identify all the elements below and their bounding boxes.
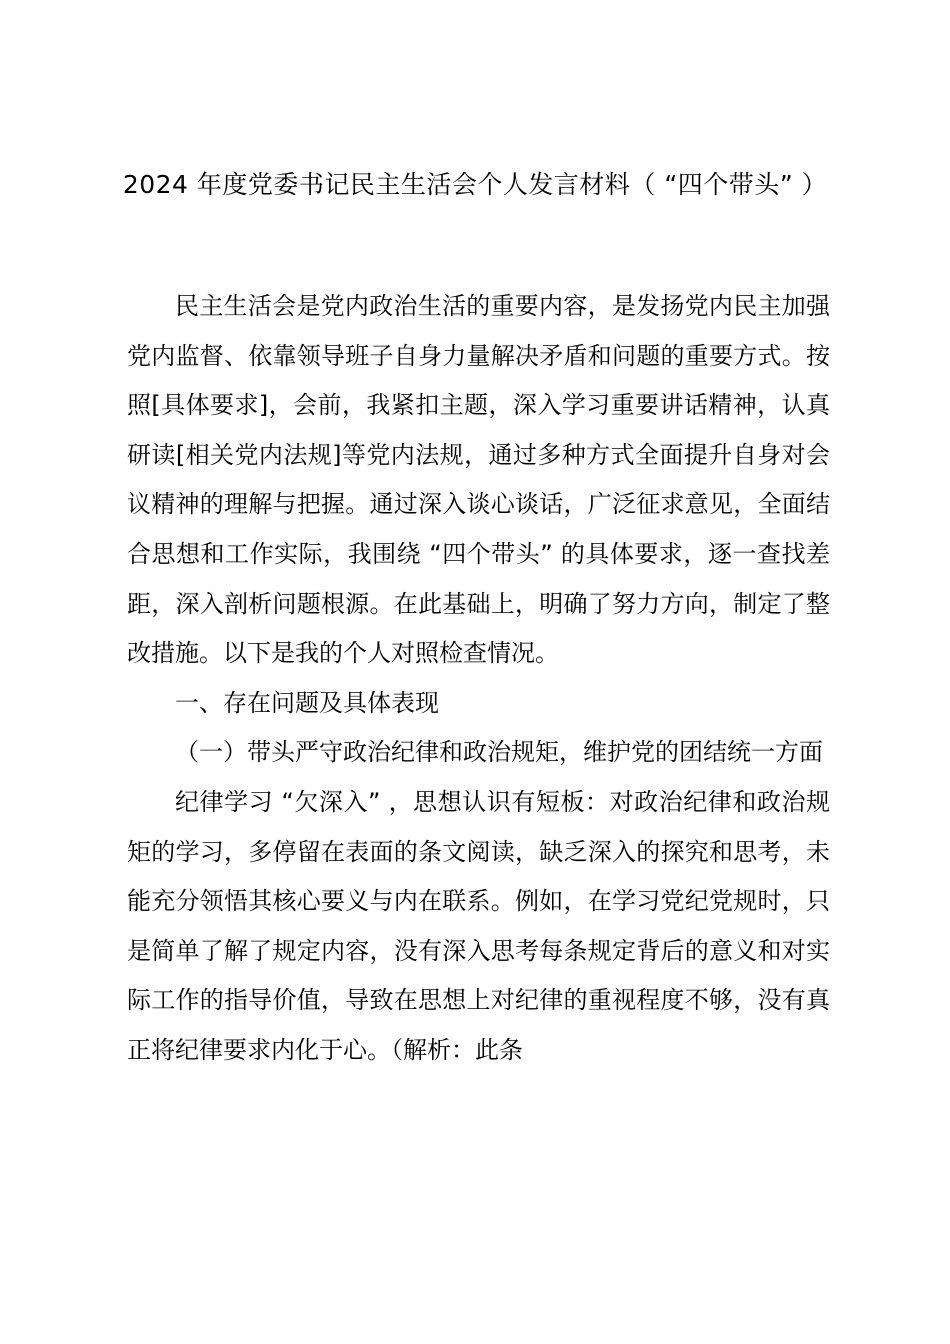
paragraph-intro: 民主生活会是党内政治生活的重要内容，是发扬党内民主加强党内监督、依靠领导班子自身力量解决矛盾和问题的重要方式。按照[具体要求]，会前，我紧扣主题，深入学习重要讲话精神，认真研读[相关党内法规]等党内法规，通过多种方式全面提升自身对会议精神的理解与把握。通过深入谈心谈话，广泛征求意见，全面结合思想和工作实际，我围绕 “四个带头” 的具体要求，逐一查找差距，深入剖析问题根源。在此基础上，明确了努力方向，制定了整改措施。以下是我的个人对照检查情况。 bbox=[127, 292, 830, 668]
subsection-heading: （一）带头严守政治纪律和政治规矩，维护党的团结统一方面 bbox=[175, 738, 823, 767]
document-body bbox=[127, 282, 830, 1076]
section-heading: 一、存在问题及具体表现 bbox=[175, 688, 439, 717]
document-title: 2024 年度党委书记民主生活会个人发言材料（ “四个带头” ） bbox=[122, 170, 828, 199]
paragraph-discipline: 纪律学习 “欠深入” ，思想认识有短板：对政治纪律和政治规矩的学习，多停留在表面的条文阅读，缺乏深入的探究和思考，未能充分领悟其核心要义与内在联系。例如，在学习党纪党规时，只是简单了解了规定内容，没有深入思考每条规定背后的意义和对实际工作的指导价值，导致在思想上对纪律的重视程度不够，没有真正将纪律要求内化于心。（解析：此条 bbox=[127, 787, 830, 1064]
